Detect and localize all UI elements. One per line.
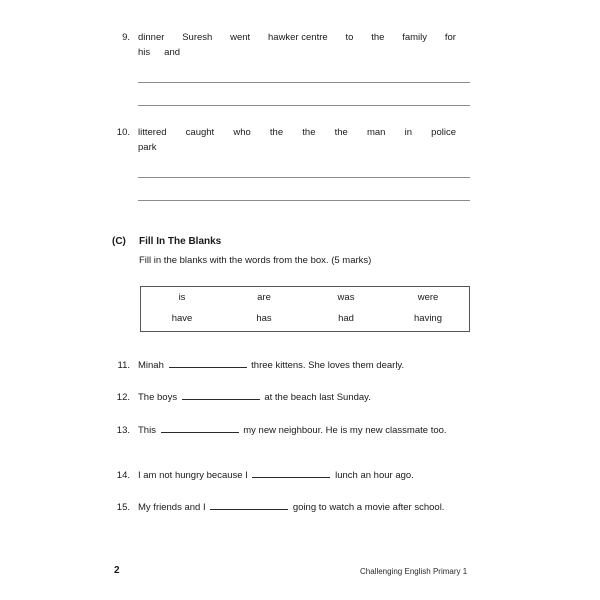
question-text-after: going to watch a movie after [292, 502, 412, 513]
question-text-second-line: school. [414, 502, 445, 513]
question-11 [106, 358, 468, 373]
word-bank-box [140, 286, 470, 332]
scrambled-word: for [444, 32, 456, 43]
question-words-line-1 [138, 30, 456, 45]
question-text-after: at the beach last Sunday. [264, 392, 371, 403]
question-text-before: This [138, 425, 156, 436]
question-words [138, 30, 460, 60]
question-12 [106, 390, 468, 405]
question-words-line-2 [138, 45, 460, 60]
question-number: 13. [116, 425, 130, 436]
question-text-after: lunch an hour ago. [335, 470, 414, 481]
question-number: 10. [116, 127, 130, 138]
question-number: 9. [122, 32, 130, 43]
word-bank-item[interactable]: has [256, 313, 272, 324]
question-text [138, 423, 468, 438]
word-bank-item[interactable]: had [338, 313, 354, 324]
question-text-after: three kittens. She loves them dearly. [251, 360, 405, 371]
scrambled-word: the [371, 32, 385, 43]
word-bank-item[interactable]: were [417, 292, 439, 303]
scrambled-word: to [345, 32, 354, 43]
scrambled-word: the [302, 127, 316, 138]
question-words-line-1 [138, 125, 456, 140]
question-15 [106, 500, 468, 515]
question-9 [106, 30, 460, 60]
question-text-second-line: too. [430, 425, 447, 436]
question-14 [106, 468, 468, 483]
scrambled-word: littered [138, 127, 167, 138]
word-bank-row [141, 287, 469, 308]
question-number: 12. [116, 392, 130, 403]
scrambled-word: went [230, 32, 251, 43]
question-13 [106, 423, 468, 438]
scrambled-word: the [269, 127, 284, 138]
answer-line[interactable] [138, 200, 470, 201]
scrambled-word: park [138, 142, 157, 153]
section-instruction: Fill in the blanks with the words from the box. (5 marks) [139, 255, 372, 266]
blank-field[interactable] [210, 500, 288, 510]
scrambled-word: police [431, 127, 456, 138]
question-text-before: The boys [138, 392, 178, 403]
scrambled-word: who [233, 127, 251, 138]
scrambled-word: caught [185, 127, 215, 138]
answer-line[interactable] [138, 105, 470, 106]
question-words [138, 125, 460, 155]
word-bank-item[interactable]: was [337, 292, 355, 303]
question-10 [106, 125, 460, 155]
scrambled-word: in [404, 127, 413, 138]
section-letter: (C) [112, 236, 126, 247]
blank-field[interactable] [182, 390, 260, 400]
word-bank-row [141, 308, 469, 329]
question-text-before: My friends and I [138, 502, 206, 513]
scrambled-word: man [366, 127, 386, 138]
footer-book-title: Challenging English Primary 1 [360, 567, 468, 576]
scrambled-word: dinner [138, 32, 165, 43]
question-text [138, 500, 468, 515]
footer-page-number: 2 [114, 565, 120, 576]
word-bank-item[interactable]: are [257, 292, 271, 303]
scrambled-word: and [164, 47, 181, 58]
answer-line[interactable] [138, 177, 470, 178]
word-bank-item[interactable]: is [178, 292, 186, 303]
section-text-group [139, 234, 371, 268]
question-words-line-2 [138, 140, 460, 155]
question-text-after: my new neighbour. He is my new classmate [243, 425, 429, 436]
question-number: 11. [117, 360, 130, 371]
section-title: Fill In The Blanks [139, 236, 222, 247]
answer-line[interactable] [138, 82, 470, 83]
question-text-before: I am not hungry because I [138, 470, 248, 481]
scrambled-word: Suresh [182, 32, 213, 43]
blank-field[interactable] [161, 423, 239, 433]
question-text [138, 468, 468, 483]
blank-field[interactable] [252, 468, 330, 478]
word-bank-item[interactable]: having [414, 313, 442, 324]
question-number: 15. [116, 502, 130, 513]
scrambled-word: his [138, 47, 151, 58]
section-c-heading [112, 234, 371, 268]
word-bank-item[interactable]: have [171, 313, 193, 324]
question-text-before: Minah [138, 360, 164, 371]
scrambled-word: family [402, 32, 428, 43]
question-number: 14. [116, 470, 130, 481]
blank-field[interactable] [169, 358, 247, 368]
scrambled-word: hawker centre [268, 32, 328, 43]
question-text [138, 390, 468, 405]
scrambled-word: the [334, 127, 348, 138]
question-text [138, 358, 468, 373]
